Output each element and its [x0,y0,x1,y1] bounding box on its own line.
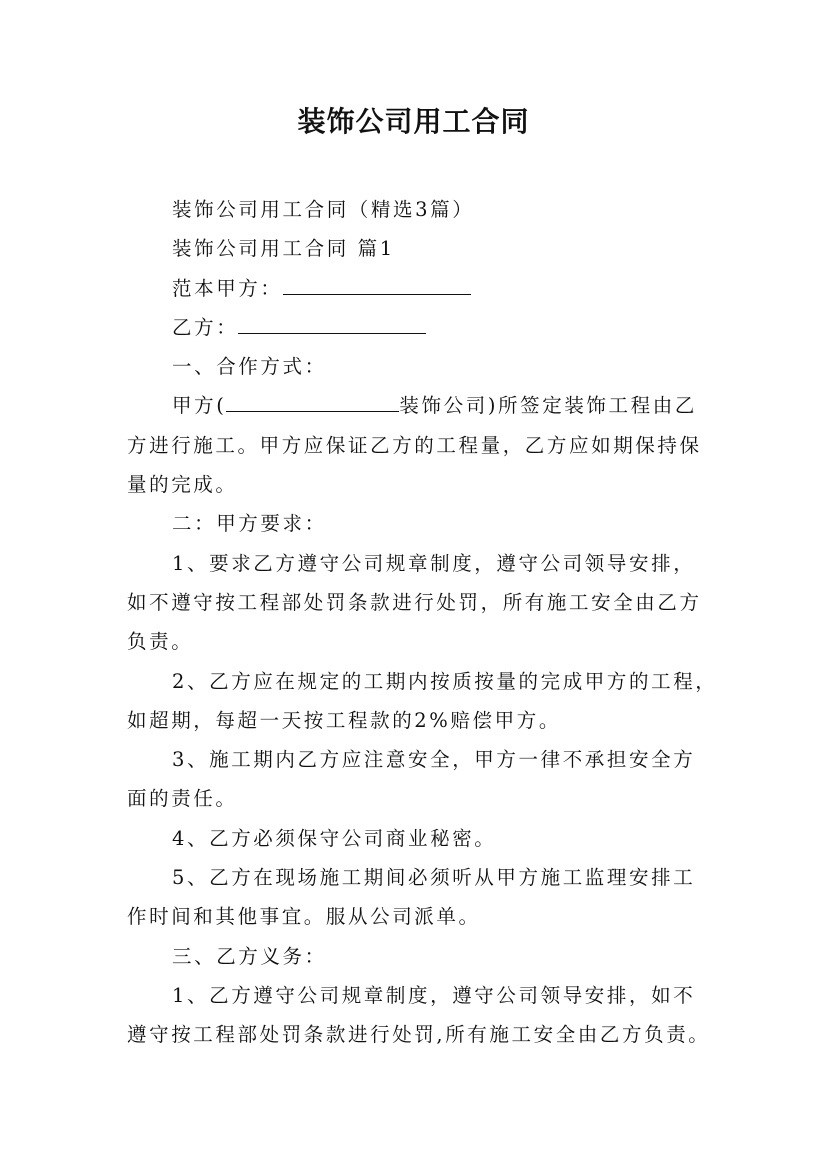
party-a-company-suffix: 装饰公司)所签定装饰工程由乙 [399,394,697,418]
paragraph-line: 5、乙方在现场施工期间必须听从甲方施工监理安排工 [172,866,696,890]
paragraph-line: 面的责任。 [127,787,238,811]
paragraph-line: 1、要求乙方遵守公司规章制度，遵守公司领导安排， [172,551,696,575]
paragraph-line: 如不遵守按工程部处罚条款进行处罚，所有施工安全由乙方 [127,590,702,614]
paragraph-line: 如超期，每超一天按工程款的2%赔偿甲方。 [127,708,561,732]
paragraph-line: 量的完成。 [127,473,238,497]
party-a-company-prefix: 甲方( [172,394,227,418]
document-body [127,190,717,1055]
party-b-label: 乙方： [172,315,239,339]
clause-heading-3: 三、乙方义务： [172,944,327,968]
paragraph-line: 1、乙方遵守公司规章制度，遵守公司领导安排，如不 [172,983,696,1007]
subtitle-line: 装饰公司用工合同（精选3篇） [172,198,475,221]
clause-heading-2: 二：甲方要求： [172,512,327,536]
paragraph-line: 负责。 [127,630,194,654]
document-title: 装饰公司用工合同 [297,105,530,138]
paragraph-line: 作时间和其他事宜。服从公司派单。 [127,905,481,929]
paragraph-line [127,386,717,425]
party-b-line [127,308,717,347]
section-heading-1: 装饰公司用工合同 篇1 [172,237,395,261]
paragraph-line: 2、乙方应在规定的工期内按质按量的完成甲方的工程， [172,669,718,693]
company-name-blank [226,389,399,412]
party-b-blank [238,311,426,334]
clause-heading-1: 一、合作方式： [172,355,327,379]
paragraph-line: 方进行施工。甲方应保证乙方的工程量，乙方应如期保持保 [127,433,702,457]
party-a-blank [283,272,471,295]
paragraph-line: 3、施工期内乙方应注意安全，甲方一律不承担安全方 [172,748,696,772]
party-a-line [127,269,717,308]
paragraph-line: 4、乙方必须保守公司商业秘密。 [172,826,497,850]
party-a-label: 范本甲方： [172,276,283,300]
paragraph-line: 遵守按工程部处罚条款进行处罚,所有施工安全由乙方负责。 [127,1023,711,1047]
